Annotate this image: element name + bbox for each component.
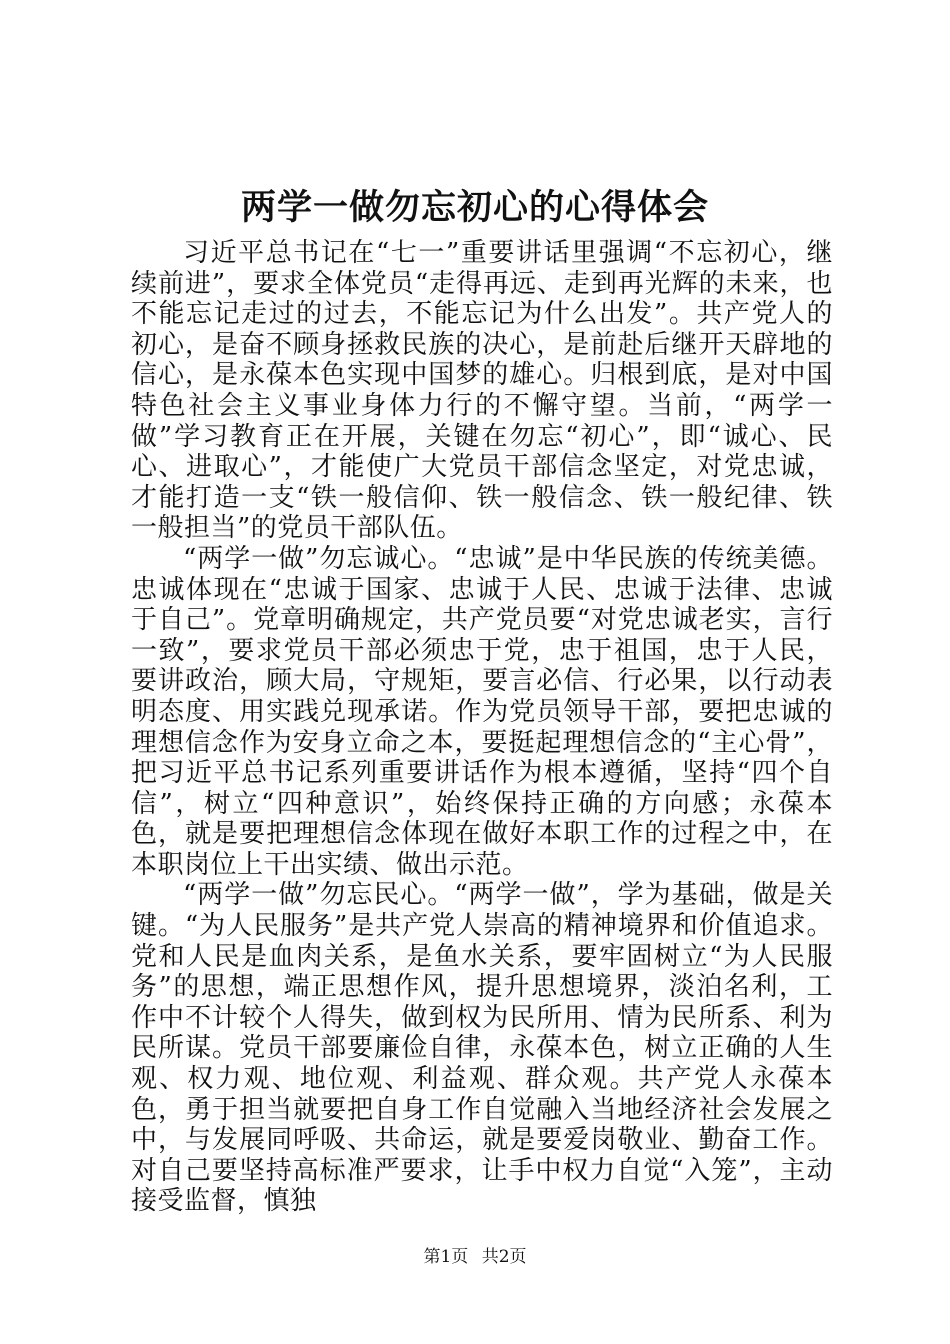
page-total: 共2页 [481,1247,527,1267]
document-body [131,238,833,1217]
paragraph-intro: 习近平总书记在“七一”重要讲话里强调“不忘初心，继续前进”，要求全体党员“走得再远、走到再光辉的未来，也不能忘记走过的过去，不能忘记为什么出发”。共产党人的初心，是奋不顾身拯救民族的决心，是前赴后继开天辟地的信心，是永葆本色实现中国梦的雄心。归根到底，是对中国特色社会主义事业身体力行的不懈守望。当前，“两学一做”学习教育正在开展，关键在勿忘“初心”，即“诚心、民心、进取心”，才能使广大党员干部信念坚定，对党忠诚，才能打造一支“铁一般信仰、铁一般信念、铁一般纪律、铁一般担当”的党员干部队伍。 [131,238,833,544]
paragraph-loyalty: “两学一做”勿忘诚心。“忠诚”是中华民族的传统美德。忠诚体现在“忠诚于国家、忠诚于人民、忠诚于法律、忠诚于自己”。党章明确规定，共产党员要“对党忠诚老实，言行一致”，要求党员干部必须忠于党，忠于祖国，忠于人民，要讲政治，顾大局，守规矩，要言必信、行必果，以行动表明态度、用实践兑现承诺。作为党员领导干部，要把忠诚的理想信念作为安身立命之本，要挺起理想信念的“主心骨”，把习近平总书记系列重要讲话作为根本遵循，坚持“四个自信”，树立“四种意识”，始终保持正确的方向感；永葆本色，就是要把理想信念体现在做好本职工作的过程之中，在本职岗位上干出实绩、做出示范。 [131,543,833,880]
page-number: 第1页 [423,1247,469,1267]
document-title: 两学一做勿忘初心的心得体会 [240,187,709,228]
paragraph-people: “两学一做”勿忘民心。“两学一做”，学为基础，做是关键。“为人民服务”是共产党人崇高的精神境界和价值追求。党和人民是血肉关系，是鱼水关系，要牢固树立“为人民服务”的思想，端正思想作风，提升思想境界，淡泊名利，工作中不计较个人得失，做到权为民所用、情为民所系、利为民所谋。党员干部要廉俭自律，永葆本色，树立正确的人生观、权力观、地位观、利益观、群众观。共产党人永葆本色，勇于担当就要把自身工作自觉融入当地经济社会发展之中，与发展同呼吸、共命运，就是要爱岗敬业、勤奋工作。对自己要坚持高标准严要求，让手中权力自觉“入笼”，主动接受监督，慎独 [131,880,833,1217]
page-footer [0,1246,950,1268]
